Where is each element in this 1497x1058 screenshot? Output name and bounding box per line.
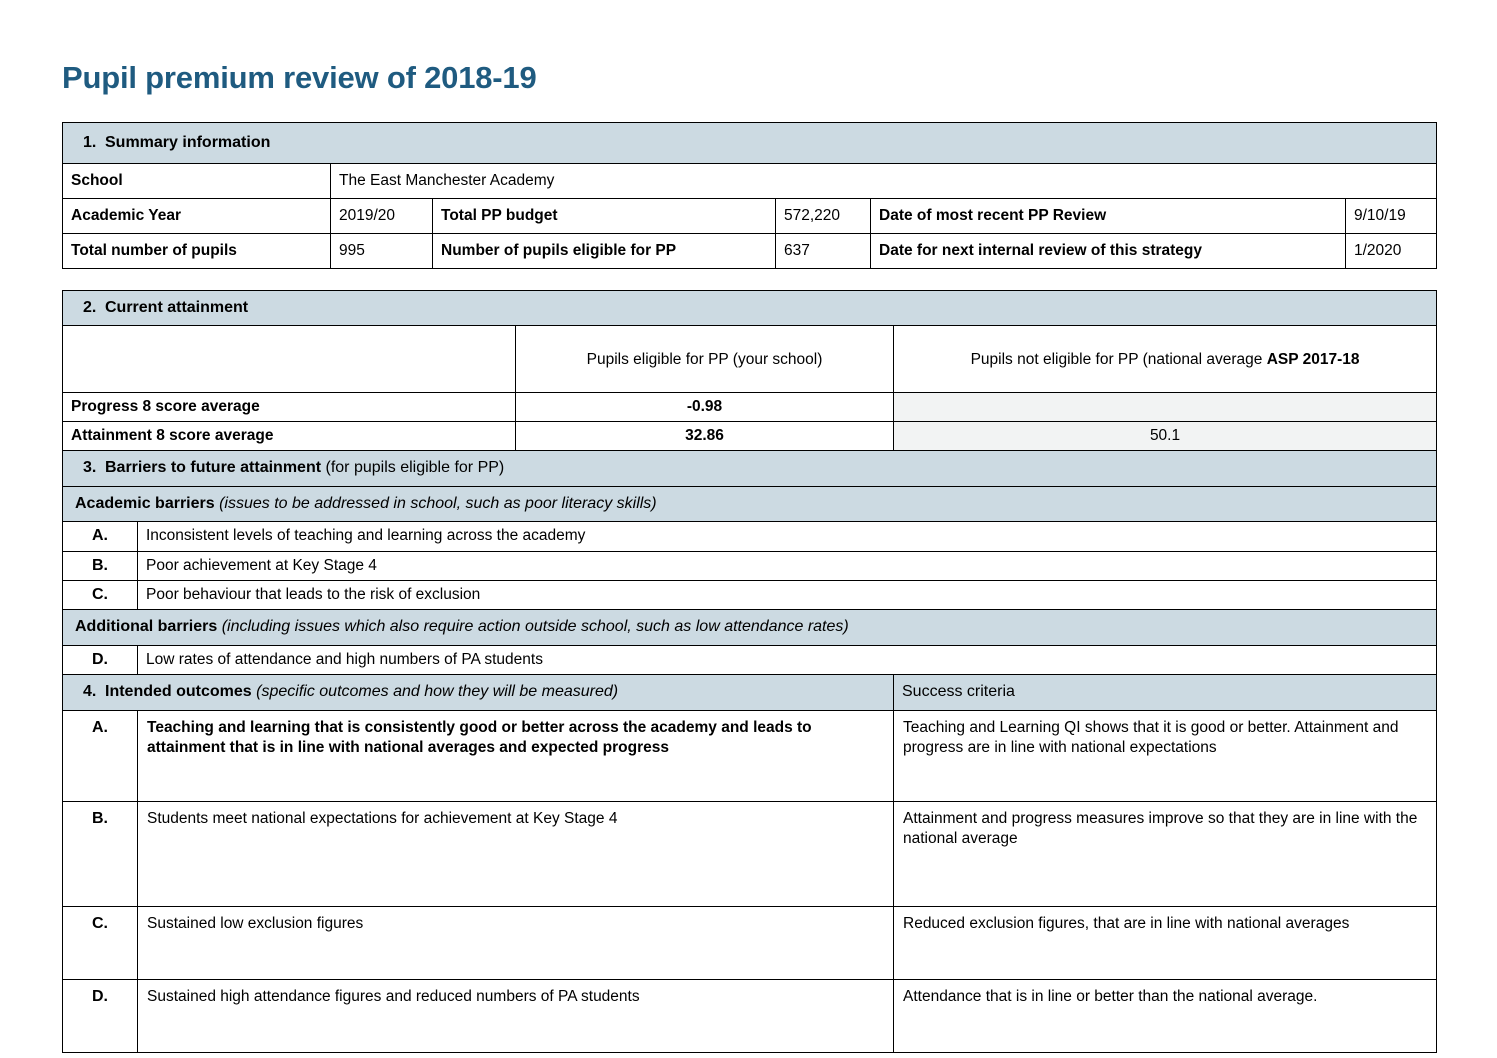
attainment-blank-header — [63, 326, 516, 393]
section-number: 3. — [83, 459, 97, 477]
table-row — [63, 291, 1437, 326]
section-number: 4. — [83, 683, 97, 701]
academic-barriers-heading — [63, 486, 1437, 521]
section-header-summary — [63, 123, 1437, 164]
outcome-criteria-c: Reduced exclusion figures, that are in line with national averages — [894, 906, 1437, 979]
value-attainment-8-pp: 32.86 — [516, 422, 894, 451]
barrier-letter-b: B. — [63, 551, 138, 580]
value-school: The East Manchester Academy — [331, 164, 1437, 199]
outcome-criteria-d: Attendance that is in line or better than the national average. — [894, 979, 1437, 1052]
table-row — [63, 522, 1437, 551]
outcome-criteria-b: Attainment and progress measures improve so that they are in line with the national average — [894, 801, 1437, 906]
additional-barriers-heading — [63, 610, 1437, 645]
table-row — [63, 164, 1437, 199]
table-row — [63, 581, 1437, 610]
outcome-letter-c: C. — [63, 906, 138, 979]
label-attainment-8: Attainment 8 score average — [63, 422, 516, 451]
table-row — [63, 234, 1437, 269]
section-title-bold: Intended outcomes — [105, 683, 252, 701]
table-row — [63, 326, 1437, 393]
value-date-recent-review: 9/10/19 — [1346, 199, 1437, 234]
outcome-letter-a: A. — [63, 710, 138, 801]
value-progress-8-pp: -0.98 — [516, 393, 894, 422]
table-row — [63, 551, 1437, 580]
table-row — [63, 486, 1437, 521]
additional-barriers-note: (including issues which also require action outside school, such as low attendance rates) — [221, 618, 849, 636]
section-header-current-attainment — [63, 291, 1437, 326]
label-pupils-eligible: Number of pupils eligible for PP — [433, 234, 776, 269]
label-date-next-review: Date for next internal review of this strategy — [871, 234, 1346, 269]
table-row — [63, 710, 1437, 801]
label-school: School — [63, 164, 331, 199]
label-date-recent-review: Date of most recent PP Review — [871, 199, 1346, 234]
table-row — [63, 451, 1437, 486]
barrier-letter-d: D. — [63, 645, 138, 674]
section-title-regular: (for pupils eligible for PP) — [325, 459, 505, 477]
outcome-text-a: Teaching and learning that is consistently good or better across the academy and leads to attainment that is in line with national averages and expected progress — [138, 710, 894, 801]
value-academic-year: 2019/20 — [331, 199, 433, 234]
barrier-text-b: Poor achievement at Key Stage 4 — [138, 551, 1437, 580]
table-row — [63, 422, 1437, 451]
summary-information-table — [62, 122, 1437, 269]
label-total-pp-budget: Total PP budget — [433, 199, 776, 234]
barrier-text-d: Low rates of attendance and high numbers of PA students — [138, 645, 1437, 674]
section-title: Summary information — [105, 133, 271, 151]
label-academic-year: Academic Year — [63, 199, 331, 234]
section-number: 2. — [83, 299, 97, 316]
value-total-pupils: 995 — [331, 234, 433, 269]
attainment-header-national — [894, 326, 1437, 393]
value-date-next-review: 1/2020 — [1346, 234, 1437, 269]
section-header-barriers — [63, 451, 1437, 486]
barrier-text-c: Poor behaviour that leads to the risk of exclusion — [138, 581, 1437, 610]
table-row — [63, 610, 1437, 645]
outcome-letter-b: B. — [63, 801, 138, 906]
barrier-letter-c: C. — [63, 581, 138, 610]
outcome-text-c: Sustained low exclusion figures — [138, 906, 894, 979]
attainment-header-national-asp: ASP 2017-18 — [1266, 350, 1360, 368]
attainment-header-national-prefix: Pupils not eligible for PP (national average — [970, 350, 1267, 368]
table-row — [63, 199, 1437, 234]
academic-barriers-label: Academic barriers — [75, 494, 215, 512]
attainment-barriers-outcomes-table — [62, 290, 1437, 1053]
table-row — [63, 979, 1437, 1052]
table-row — [63, 645, 1437, 674]
table-row — [63, 675, 1437, 710]
table-row — [63, 393, 1437, 422]
value-pupils-eligible: 637 — [776, 234, 871, 269]
success-criteria-header: Success criteria — [894, 675, 1437, 710]
value-attainment-8-national: 50.1 — [894, 422, 1437, 451]
academic-barriers-note: (issues to be addressed in school, such as poor literacy skills) — [219, 494, 657, 512]
barrier-letter-a: A. — [63, 522, 138, 551]
section-title-italic: (specific outcomes and how they will be measured) — [256, 683, 619, 701]
attainment-header-pp: Pupils eligible for PP (your school) — [516, 326, 894, 393]
section-number: 1. — [83, 133, 97, 151]
table-row — [63, 801, 1437, 906]
value-progress-8-national — [894, 393, 1437, 422]
label-total-pupils: Total number of pupils — [63, 234, 331, 269]
table-row — [63, 123, 1437, 164]
page-title: Pupil premium review of 2018-19 — [62, 60, 537, 95]
outcome-text-d: Sustained high attendance figures and reduced numbers of PA students — [138, 979, 894, 1052]
value-total-pp-budget: 572,220 — [776, 199, 871, 234]
section-header-intended-outcomes — [63, 675, 894, 710]
additional-barriers-label: Additional barriers — [75, 618, 218, 636]
barrier-text-a: Inconsistent levels of teaching and learning across the academy — [138, 522, 1437, 551]
section-title-bold: Barriers to future attainment — [105, 459, 322, 477]
section-title: Current attainment — [105, 299, 249, 316]
outcome-letter-d: D. — [63, 979, 138, 1052]
outcome-text-b: Students meet national expectations for achievement at Key Stage 4 — [138, 801, 894, 906]
table-row — [63, 906, 1437, 979]
label-progress-8: Progress 8 score average — [63, 393, 516, 422]
outcome-criteria-a: Teaching and Learning QI shows that it is good or better. Attainment and progress are in line with national expectations — [894, 710, 1437, 801]
